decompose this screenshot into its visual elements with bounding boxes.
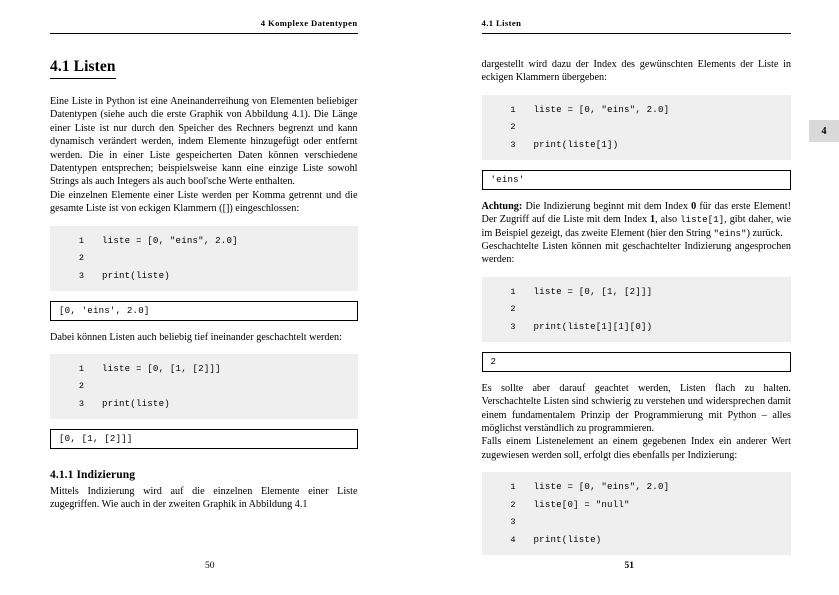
attention-text-2: für das erste Element! Der Zugriff auf die Liste mit dem Index bbox=[481, 200, 791, 226]
right-page bbox=[420, 0, 839, 595]
code-text: liste = [0, "eins", 2.0] bbox=[533, 481, 670, 493]
code-text: liste = [0, "eins", 2.0] bbox=[102, 234, 238, 246]
code-text: print(liste) bbox=[102, 269, 170, 281]
attention-text-1: Die Indizierung beginnt mit dem Index bbox=[522, 200, 692, 212]
attention-code-1: liste[1] bbox=[680, 214, 725, 226]
paragraph-nested-lists: Dabei können Listen auch beliebig tief ineinander geschachtelt werden: bbox=[50, 331, 342, 343]
line-number: 4 bbox=[510, 535, 516, 546]
line-number: 2 bbox=[510, 121, 516, 132]
paragraph-flat-lists: Es sollte aber darauf geachtet werden, Listen flach zu halten. Verschachtelte Listen sind schwierig zu verstehen und widersprechen damit einem fundamentalem Prinzip der Programmierung mit Python – alles möglichst verständlich zu programmieren. bbox=[481, 382, 791, 435]
line-number: 2 bbox=[78, 252, 84, 263]
paragraph-intro: Eine Liste in Python ist eine Aneinanderreihung von Elementen beliebiger Datentypen (siehe auch die erste Graphik von Abbildung 4.1). Die Länge einer Liste ist nur durch den Speicher des Rechners begrenzt und kann dynamisch verändert werden, indem Elemente hinzugefügt oder entfernt werden. Die in einer Liste gespeicherten Daten können verschiedene Datentypen entsprechen; beispielsweise kann eine einzige Liste sowohl Strings als auch Integers als auch bool'sche Werte enthalten. bbox=[50, 96, 358, 188]
attention-label: Achtung: bbox=[481, 200, 523, 212]
line-number: 2 bbox=[510, 303, 516, 314]
code-text: liste = [0, [1, [2]]] bbox=[533, 285, 653, 297]
code-line bbox=[482, 101, 792, 119]
page-number-right: 51 bbox=[624, 561, 634, 571]
line-number: 1 bbox=[510, 482, 516, 493]
code-line bbox=[50, 250, 358, 267]
code-line bbox=[482, 283, 792, 301]
code-line bbox=[50, 378, 358, 395]
attention-code-2: "eins" bbox=[713, 227, 747, 239]
paragraph-indexing: Mittels Indizierung wird auf die einzelnen Elemente einer Liste zugegriffen. Wie auch in der zweiten Graphik in Abbildung 4.1 bbox=[50, 486, 358, 511]
code-text: liste[0] = "null" bbox=[533, 499, 630, 511]
line-number: 3 bbox=[78, 399, 84, 410]
code-line bbox=[50, 395, 358, 413]
paragraph-index-access: dargestellt wird dazu der Index des gewünschten Elements der Liste in eckigen Klammern übergeben: bbox=[481, 59, 791, 84]
line-number: 3 bbox=[510, 321, 516, 332]
code-line bbox=[482, 318, 792, 336]
code-block-2 bbox=[50, 354, 358, 419]
code-line bbox=[482, 301, 792, 318]
line-number: 1 bbox=[510, 286, 516, 297]
output-box-1: [0, 'eins', 2.0] bbox=[50, 301, 358, 321]
code-text: liste = [0, [1, [2]]] bbox=[102, 363, 221, 375]
attention-bold-zero: 0 bbox=[691, 200, 697, 212]
code-text: print(liste) bbox=[533, 534, 602, 546]
page-number-left: 50 bbox=[205, 561, 215, 571]
line-number: 1 bbox=[78, 364, 84, 375]
subsection-title: 4.1.1 Indizierung bbox=[50, 469, 136, 482]
attention-bold-one: 1 bbox=[650, 214, 656, 226]
code-line bbox=[482, 478, 792, 496]
running-head-left: 4 Komplexe Datentypen bbox=[50, 18, 358, 34]
code-line bbox=[482, 531, 792, 549]
paragraph-attention bbox=[482, 200, 792, 240]
line-number: 3 bbox=[510, 517, 516, 528]
code-block-1 bbox=[50, 226, 358, 291]
running-head-right: 4.1 Listen bbox=[482, 18, 792, 34]
line-number: 2 bbox=[510, 500, 516, 511]
code-text: print(liste[1][1][0]) bbox=[533, 320, 653, 332]
output-box-2: 2 bbox=[482, 352, 792, 372]
code-block-2 bbox=[482, 277, 792, 342]
line-number: 2 bbox=[78, 381, 84, 392]
output-box-1: 'eins' bbox=[482, 170, 792, 190]
paragraph-nested-indexing: Geschachtelte Listen können mit geschachtelter Indizierung angesprochen werden: bbox=[481, 241, 791, 266]
paragraph-list-syntax: Die einzelnen Elemente einer Liste werden per Komma getrennt und die gesamte Liste ist von eckigen Klammern ([]) eingeschlossen: bbox=[50, 189, 358, 215]
output-box-2: [0, [1, [2]]] bbox=[50, 429, 358, 449]
code-block-1 bbox=[482, 95, 792, 160]
line-number: 3 bbox=[510, 139, 516, 150]
code-line bbox=[482, 119, 792, 136]
attention-text-3: , also bbox=[655, 214, 681, 226]
code-line bbox=[482, 136, 792, 154]
code-line bbox=[482, 496, 792, 514]
attention-text-5: ) zurück. bbox=[746, 227, 783, 239]
code-line bbox=[50, 267, 358, 285]
chapter-tab: 4 bbox=[809, 120, 839, 142]
paragraph-assignment: Falls einem Listenelement an einem gegebenen Index ein anderer Wert zugewiesen werden soll, erfolgt dies ebenfalls per Indizierung: bbox=[481, 436, 791, 461]
code-line bbox=[50, 360, 358, 378]
line-number: 1 bbox=[78, 235, 84, 246]
page-title: 4.1 Listen bbox=[50, 58, 116, 79]
code-text: print(liste) bbox=[102, 398, 170, 410]
code-text: liste = [0, "eins", 2.0] bbox=[533, 103, 670, 115]
code-line bbox=[50, 232, 358, 250]
line-number: 1 bbox=[510, 104, 516, 115]
attention-text-4: , gibt daher, wie im Beispiel gezeigt, das zweite Element (hier den String bbox=[481, 214, 791, 239]
code-line bbox=[482, 514, 792, 531]
code-block-3 bbox=[482, 472, 792, 555]
code-text: print(liste[1]) bbox=[533, 138, 619, 150]
line-number: 3 bbox=[78, 270, 84, 281]
